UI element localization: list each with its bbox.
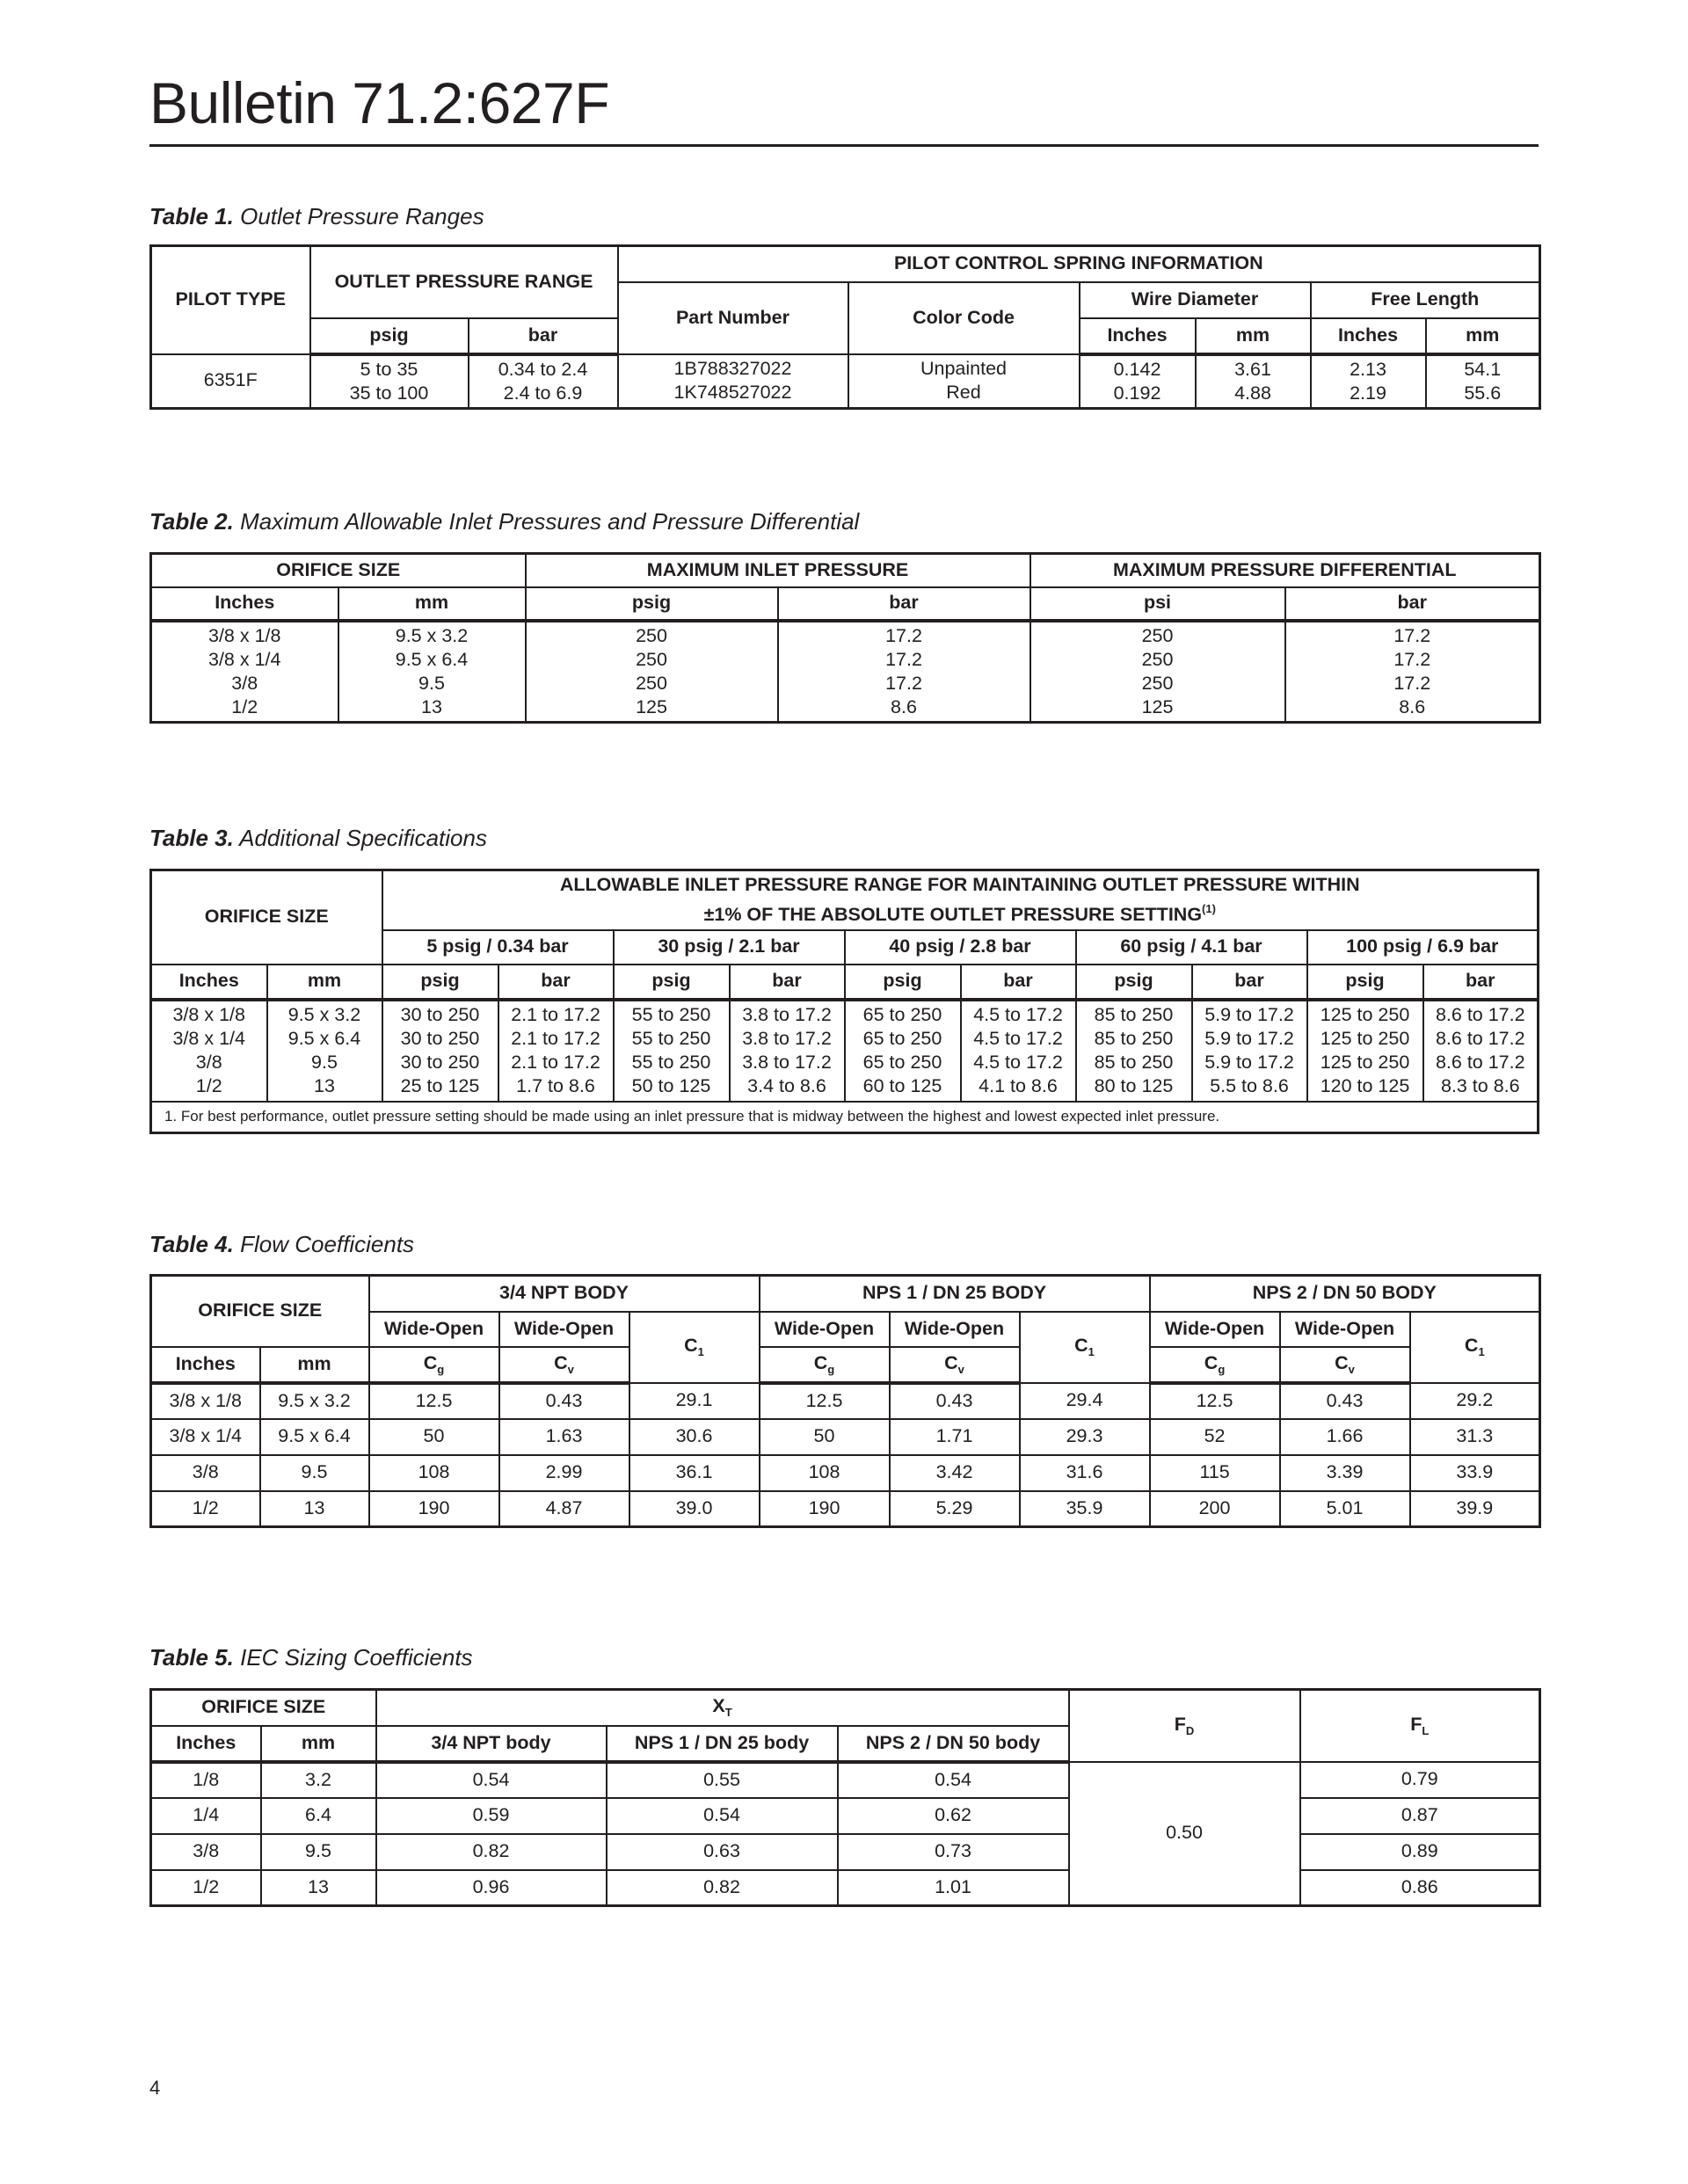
t5-cell-fl: 0.87 <box>1300 1798 1540 1834</box>
t1-free-inches-values: 2.13 2.19 <box>1311 354 1426 409</box>
t4-header-wide-open-cg: Wide-Open <box>760 1312 890 1347</box>
table4-label: Table 4. <box>149 1231 234 1257</box>
t4-cell: 4.87 <box>499 1491 629 1527</box>
t2-mm-values: 9.5 x 3.2 9.5 x 6.4 9.5 13 <box>338 621 526 723</box>
t2-header-inches: Inches <box>151 587 338 621</box>
t5-cell-dn50: 0.73 <box>838 1834 1069 1870</box>
t1-header-spring-info: PILOT CONTROL SPRING INFORMATION <box>618 246 1540 282</box>
t5-cell-inches: 1/2 <box>151 1870 261 1906</box>
t3-header-psig: psig <box>1307 965 1423 1000</box>
t4-header-wide-open-cv: Wide-Open <box>890 1312 1020 1347</box>
table-row <box>151 1834 1540 1870</box>
t4-cell: 115 <box>1150 1455 1280 1491</box>
t3-header-psig: psig <box>845 965 961 1000</box>
table1-label: Table 1. <box>149 203 234 229</box>
t3-header-setting-40: 40 psig / 2.8 bar <box>845 930 1076 965</box>
t3-header-setting-100: 100 psig / 6.9 bar <box>1307 930 1539 965</box>
table3-additional-specifications <box>149 869 1539 1134</box>
t3-mm-values: 9.5 x 3.2 9.5 x 6.4 9.5 13 <box>267 1000 382 1102</box>
t4-cell: 190 <box>369 1491 499 1527</box>
t4-cell: 108 <box>760 1455 890 1491</box>
t1-header-wire-inches: Inches <box>1080 318 1196 354</box>
t3-range-bar-30: 3.8 to 17.2 3.8 to 17.2 3.8 to 17.2 3.4 to 8.6 <box>730 1000 845 1102</box>
t5-cell-mm: 13 <box>261 1870 376 1906</box>
t1-header-wire-diameter: Wire Diameter <box>1080 282 1311 318</box>
table5-label: Table 5. <box>149 1644 234 1671</box>
t4-cell: 52 <box>1150 1419 1280 1455</box>
table4-title: Flow Coefficients <box>240 1231 415 1257</box>
table-row <box>151 1870 1540 1906</box>
table-row <box>151 1383 1540 1419</box>
t3-header-setting-30: 30 psig / 2.1 bar <box>614 930 845 965</box>
t2-diff-bar-values: 17.2 17.2 17.2 8.6 <box>1285 621 1540 723</box>
t4-cell: 0.43 <box>1280 1383 1410 1419</box>
t3-header-bar: bar <box>1423 965 1539 1000</box>
t1-header-free-length: Free Length <box>1311 282 1540 318</box>
t3-header-mm: mm <box>267 965 382 1000</box>
t1-part-numbers: 1B788327022 1K748527022 <box>618 354 848 409</box>
t4-cell: 50 <box>760 1419 890 1455</box>
t2-header-bar: bar <box>778 587 1030 621</box>
t4-cell-mm: 13 <box>260 1491 369 1527</box>
t3-header-psig: psig <box>614 965 730 1000</box>
t4-cell: 36.1 <box>629 1455 760 1491</box>
t3-range-psig-40: 65 to 250 65 to 250 65 to 250 60 to 125 <box>845 1000 961 1102</box>
table5-iec-sizing-coefficients <box>149 1688 1541 1907</box>
t4-cell-mm: 9.5 <box>260 1455 369 1491</box>
table5-title: IEC Sizing Coefficients <box>240 1644 473 1671</box>
t3-header-bar: bar <box>1192 965 1307 1000</box>
t4-header-c1: $C_1$ <box>1020 1312 1150 1383</box>
t4-cell: 3.42 <box>890 1455 1020 1491</box>
t3-header-psig: psig <box>1076 965 1192 1000</box>
t5-header-xt: $X_T$ <box>376 1690 1069 1726</box>
t2-header-bar-diff: bar <box>1285 587 1540 621</box>
t2-diff-psi-values: 250 250 250 125 <box>1030 621 1285 723</box>
t3-header-inches: Inches <box>151 965 267 1000</box>
t4-cell: 0.43 <box>499 1383 629 1419</box>
t1-psig-values: 5 to 35 35 to 100 <box>310 354 469 409</box>
t4-header-wide-open-cg: Wide-Open <box>369 1312 499 1347</box>
t4-cell: 12.5 <box>760 1383 890 1419</box>
t3-header-orifice-size: ORIFICE SIZE <box>151 870 382 965</box>
t4-cell-inches: 3/8 x 1/4 <box>151 1419 260 1455</box>
t5-cell-dn50: 0.62 <box>838 1798 1069 1834</box>
t5-cell-dn25: 0.63 <box>607 1834 838 1870</box>
t5-cell-npt: 0.54 <box>376 1762 607 1798</box>
t4-cell: 12.5 <box>1150 1383 1280 1419</box>
t4-header-cg: $C_g$ <box>1150 1347 1280 1383</box>
t4-cell: 30.6 <box>629 1419 760 1455</box>
t2-inlet-bar-values: 17.2 17.2 17.2 8.6 <box>778 621 1030 723</box>
t5-header-dn50-body: NPS 2 / DN 50 body <box>838 1726 1069 1762</box>
t4-cell: 31.3 <box>1410 1419 1540 1455</box>
t4-header-c1: $C_1$ <box>629 1312 760 1383</box>
t2-header-max-inlet: MAXIMUM INLET PRESSURE <box>526 554 1030 587</box>
t5-cell-fd: 0.50 <box>1069 1762 1300 1906</box>
t4-cell: 5.29 <box>890 1491 1020 1527</box>
t1-header-part-number: Part Number <box>618 282 848 354</box>
t3-header-allowable-line1: ALLOWABLE INLET PRESSURE RANGE FOR MAINTAINING OUTLET PRESSURE WITHIN <box>559 874 1360 896</box>
t5-cell-dn25: 0.82 <box>607 1870 838 1906</box>
t4-cell: 39.0 <box>629 1491 760 1527</box>
t5-header-mm: mm <box>261 1726 376 1762</box>
t3-header-setting-5: 5 psig / 0.34 bar <box>382 930 614 965</box>
t5-header-inches: Inches <box>151 1726 261 1762</box>
t1-header-free-inches: Inches <box>1311 318 1426 354</box>
t1-header-bar: bar <box>469 318 618 354</box>
t5-cell-fl: 0.86 <box>1300 1870 1540 1906</box>
t4-cell-inches: 3/8 <box>151 1455 260 1491</box>
t4-cell: 29.4 <box>1020 1383 1150 1419</box>
title-rule <box>149 144 1539 147</box>
t4-cell: 200 <box>1150 1491 1280 1527</box>
t2-header-mm: mm <box>338 587 526 621</box>
table-row <box>151 1491 1540 1527</box>
t3-header-bar: bar <box>498 965 614 1000</box>
t5-cell-inches: 3/8 <box>151 1834 261 1870</box>
t4-cell-inches: 1/2 <box>151 1491 260 1527</box>
t5-cell-npt: 0.59 <box>376 1798 607 1834</box>
t4-cell: 5.01 <box>1280 1491 1410 1527</box>
t4-cell: 50 <box>369 1419 499 1455</box>
t4-header-cg: $C_g$ <box>369 1347 499 1383</box>
t1-header-pilot-type: PILOT TYPE <box>151 246 310 354</box>
t3-header-psig: psig <box>382 965 498 1000</box>
t4-cell-inches: 3/8 x 1/8 <box>151 1383 260 1419</box>
t4-cell: 35.9 <box>1020 1491 1150 1527</box>
t5-cell-fl: 0.89 <box>1300 1834 1540 1870</box>
table2-title: Maximum Allowable Inlet Pressures and Pressure Differential <box>240 508 860 535</box>
t2-header-orifice-size: ORIFICE SIZE <box>151 554 526 587</box>
t4-cell: 0.43 <box>890 1383 1020 1419</box>
t3-range-bar-100: 8.6 to 17.2 8.6 to 17.2 8.6 to 17.2 8.3 to 8.6 <box>1423 1000 1539 1102</box>
t4-header-mm: mm <box>260 1347 369 1383</box>
t3-footnote: 1. For best performance, outlet pressure setting should be made using an inlet pressure that is midway between the highest and lowest expected inlet pressure. <box>151 1102 1539 1133</box>
t5-header-orifice-size: ORIFICE SIZE <box>151 1690 376 1726</box>
bulletin-title: Bulletin 71.2:627F <box>149 70 610 135</box>
t3-range-bar-40: 4.5 to 17.2 4.5 to 17.2 4.5 to 17.2 4.1 to 8.6 <box>961 1000 1076 1102</box>
table2-label: Table 2. <box>149 508 234 535</box>
table1-outlet-pressure-ranges <box>149 244 1541 410</box>
t4-cell: 29.3 <box>1020 1419 1150 1455</box>
t5-header-npt-body: 3/4 NPT body <box>376 1726 607 1762</box>
t5-cell-mm: 3.2 <box>261 1762 376 1798</box>
table4-caption <box>149 1233 414 1256</box>
t4-cell: 1.71 <box>890 1419 1020 1455</box>
t4-header-c1: $C_1$ <box>1410 1312 1540 1383</box>
t1-wire-mm-values: 3.61 4.88 <box>1196 354 1311 409</box>
t4-cell: 1.63 <box>499 1419 629 1455</box>
t2-inches-values: 3/8 x 1/8 3/8 x 1/4 3/8 1/2 <box>151 621 338 723</box>
t1-header-free-mm: mm <box>1426 318 1540 354</box>
t4-cell-mm: 9.5 x 6.4 <box>260 1419 369 1455</box>
table-row <box>151 1455 1540 1491</box>
table1-title: Outlet Pressure Ranges <box>240 203 484 229</box>
table3-caption <box>149 826 487 849</box>
t4-cell: 3.39 <box>1280 1455 1410 1491</box>
t3-range-bar-60: 5.9 to 17.2 5.9 to 17.2 5.9 to 17.2 5.5 to 8.6 <box>1192 1000 1307 1102</box>
t4-cell: 108 <box>369 1455 499 1491</box>
t5-header-fl: $F_L$ <box>1300 1690 1540 1762</box>
t4-cell: 190 <box>760 1491 890 1527</box>
t1-color-codes: Unpainted Red <box>848 354 1080 409</box>
t3-range-psig-60: 85 to 250 85 to 250 85 to 250 80 to 125 <box>1076 1000 1192 1102</box>
t1-pilot-type: 6351F <box>151 354 310 409</box>
table5-caption <box>149 1646 473 1669</box>
t4-header-wide-open-cg: Wide-Open <box>1150 1312 1280 1347</box>
t4-header-inches: Inches <box>151 1347 260 1383</box>
t4-cell: 2.99 <box>499 1455 629 1491</box>
t3-range-bar-5: 2.1 to 17.2 2.1 to 17.2 2.1 to 17.2 1.7 to 8.6 <box>498 1000 614 1102</box>
t5-cell-dn50: 1.01 <box>838 1870 1069 1906</box>
t1-bar-values: 0.34 to 2.4 2.4 to 6.9 <box>469 354 618 409</box>
t1-header-wire-mm: mm <box>1196 318 1311 354</box>
t5-cell-mm: 9.5 <box>261 1834 376 1870</box>
page-number: 4 <box>149 2077 161 2099</box>
t5-cell-npt: 0.96 <box>376 1870 607 1906</box>
t5-cell-inches: 1/4 <box>151 1798 261 1834</box>
t3-range-psig-30: 55 to 250 55 to 250 55 to 250 50 to 125 <box>614 1000 730 1102</box>
t4-cell: 29.2 <box>1410 1383 1540 1419</box>
t5-cell-npt: 0.82 <box>376 1834 607 1870</box>
table3-label: Table 3. <box>149 825 234 851</box>
t5-header-fd: $F_D$ <box>1069 1690 1300 1762</box>
table2-max-inlet-pressures <box>149 552 1541 724</box>
t4-cell-mm: 9.5 x 3.2 <box>260 1383 369 1419</box>
t4-cell: 31.6 <box>1020 1455 1150 1491</box>
t5-cell-fl: 0.79 <box>1300 1762 1540 1798</box>
t4-cell: 29.1 <box>629 1383 760 1419</box>
t4-header-body-dn50: NPS 2 / DN 50 BODY <box>1150 1276 1540 1312</box>
t3-header-allowable-line2: ±1% OF THE ABSOLUTE OUTLET PRESSURE SETTING <box>703 904 1203 926</box>
t4-header-cg: $C_g$ <box>760 1347 890 1383</box>
t5-cell-dn50: 0.54 <box>838 1762 1069 1798</box>
t3-header-bar: bar <box>730 965 845 1000</box>
t2-inlet-psig-values: 250 250 250 125 <box>526 621 778 723</box>
t2-header-psig: psig <box>526 587 778 621</box>
t1-free-mm-values: 54.1 55.6 <box>1426 354 1540 409</box>
t4-cell: 12.5 <box>369 1383 499 1419</box>
t3-header-bar: bar <box>961 965 1076 1000</box>
t1-header-outlet-range: OUTLET PRESSURE RANGE <box>310 246 618 318</box>
t3-range-psig-100: 125 to 250 125 to 250 125 to 250 120 to 125 <box>1307 1000 1423 1102</box>
t4-header-orifice-size: ORIFICE SIZE <box>151 1276 369 1347</box>
t4-cell: 39.9 <box>1410 1491 1540 1527</box>
t1-wire-inches-values: 0.142 0.192 <box>1080 354 1196 409</box>
t3-header-allowable-range <box>382 870 1539 930</box>
t4-cell: 1.66 <box>1280 1419 1410 1455</box>
t4-header-cv: $C_v$ <box>1280 1347 1410 1383</box>
t4-header-body-dn25: NPS 1 / DN 25 BODY <box>760 1276 1150 1312</box>
table-row <box>151 1419 1540 1455</box>
t5-cell-dn25: 0.55 <box>607 1762 838 1798</box>
table2-caption <box>149 510 859 533</box>
table1-caption <box>149 205 484 228</box>
table4-flow-coefficients <box>149 1274 1541 1528</box>
t2-header-max-diff: MAXIMUM PRESSURE DIFFERENTIAL <box>1030 554 1540 587</box>
t4-header-wide-open-cv: Wide-Open <box>1280 1312 1410 1347</box>
t2-header-psi: psi <box>1030 587 1285 621</box>
table-row <box>151 1798 1540 1834</box>
t1-header-color-code: Color Code <box>848 282 1080 354</box>
t5-cell-inches: 1/8 <box>151 1762 261 1798</box>
t4-header-cv: $C_v$ <box>499 1347 629 1383</box>
t3-inches-values: 3/8 x 1/8 3/8 x 1/4 3/8 1/2 <box>151 1000 267 1102</box>
table-row <box>151 1762 1540 1798</box>
t5-header-dn25-body: NPS 1 / DN 25 body <box>607 1726 838 1762</box>
t1-header-psig: psig <box>310 318 469 354</box>
t4-header-body-npt: 3/4 NPT BODY <box>369 1276 760 1312</box>
t3-header-setting-60: 60 psig / 4.1 bar <box>1076 930 1307 965</box>
t3-footnote-ref: (1) <box>1202 902 1216 916</box>
t3-range-psig-5: 30 to 250 30 to 250 30 to 250 25 to 125 <box>382 1000 498 1102</box>
t4-header-wide-open-cv: Wide-Open <box>499 1312 629 1347</box>
t5-cell-dn25: 0.54 <box>607 1798 838 1834</box>
t4-cell: 33.9 <box>1410 1455 1540 1491</box>
t4-header-cv: $C_v$ <box>890 1347 1020 1383</box>
t5-cell-mm: 6.4 <box>261 1798 376 1834</box>
table3-title: Additional Specifications <box>239 825 487 851</box>
